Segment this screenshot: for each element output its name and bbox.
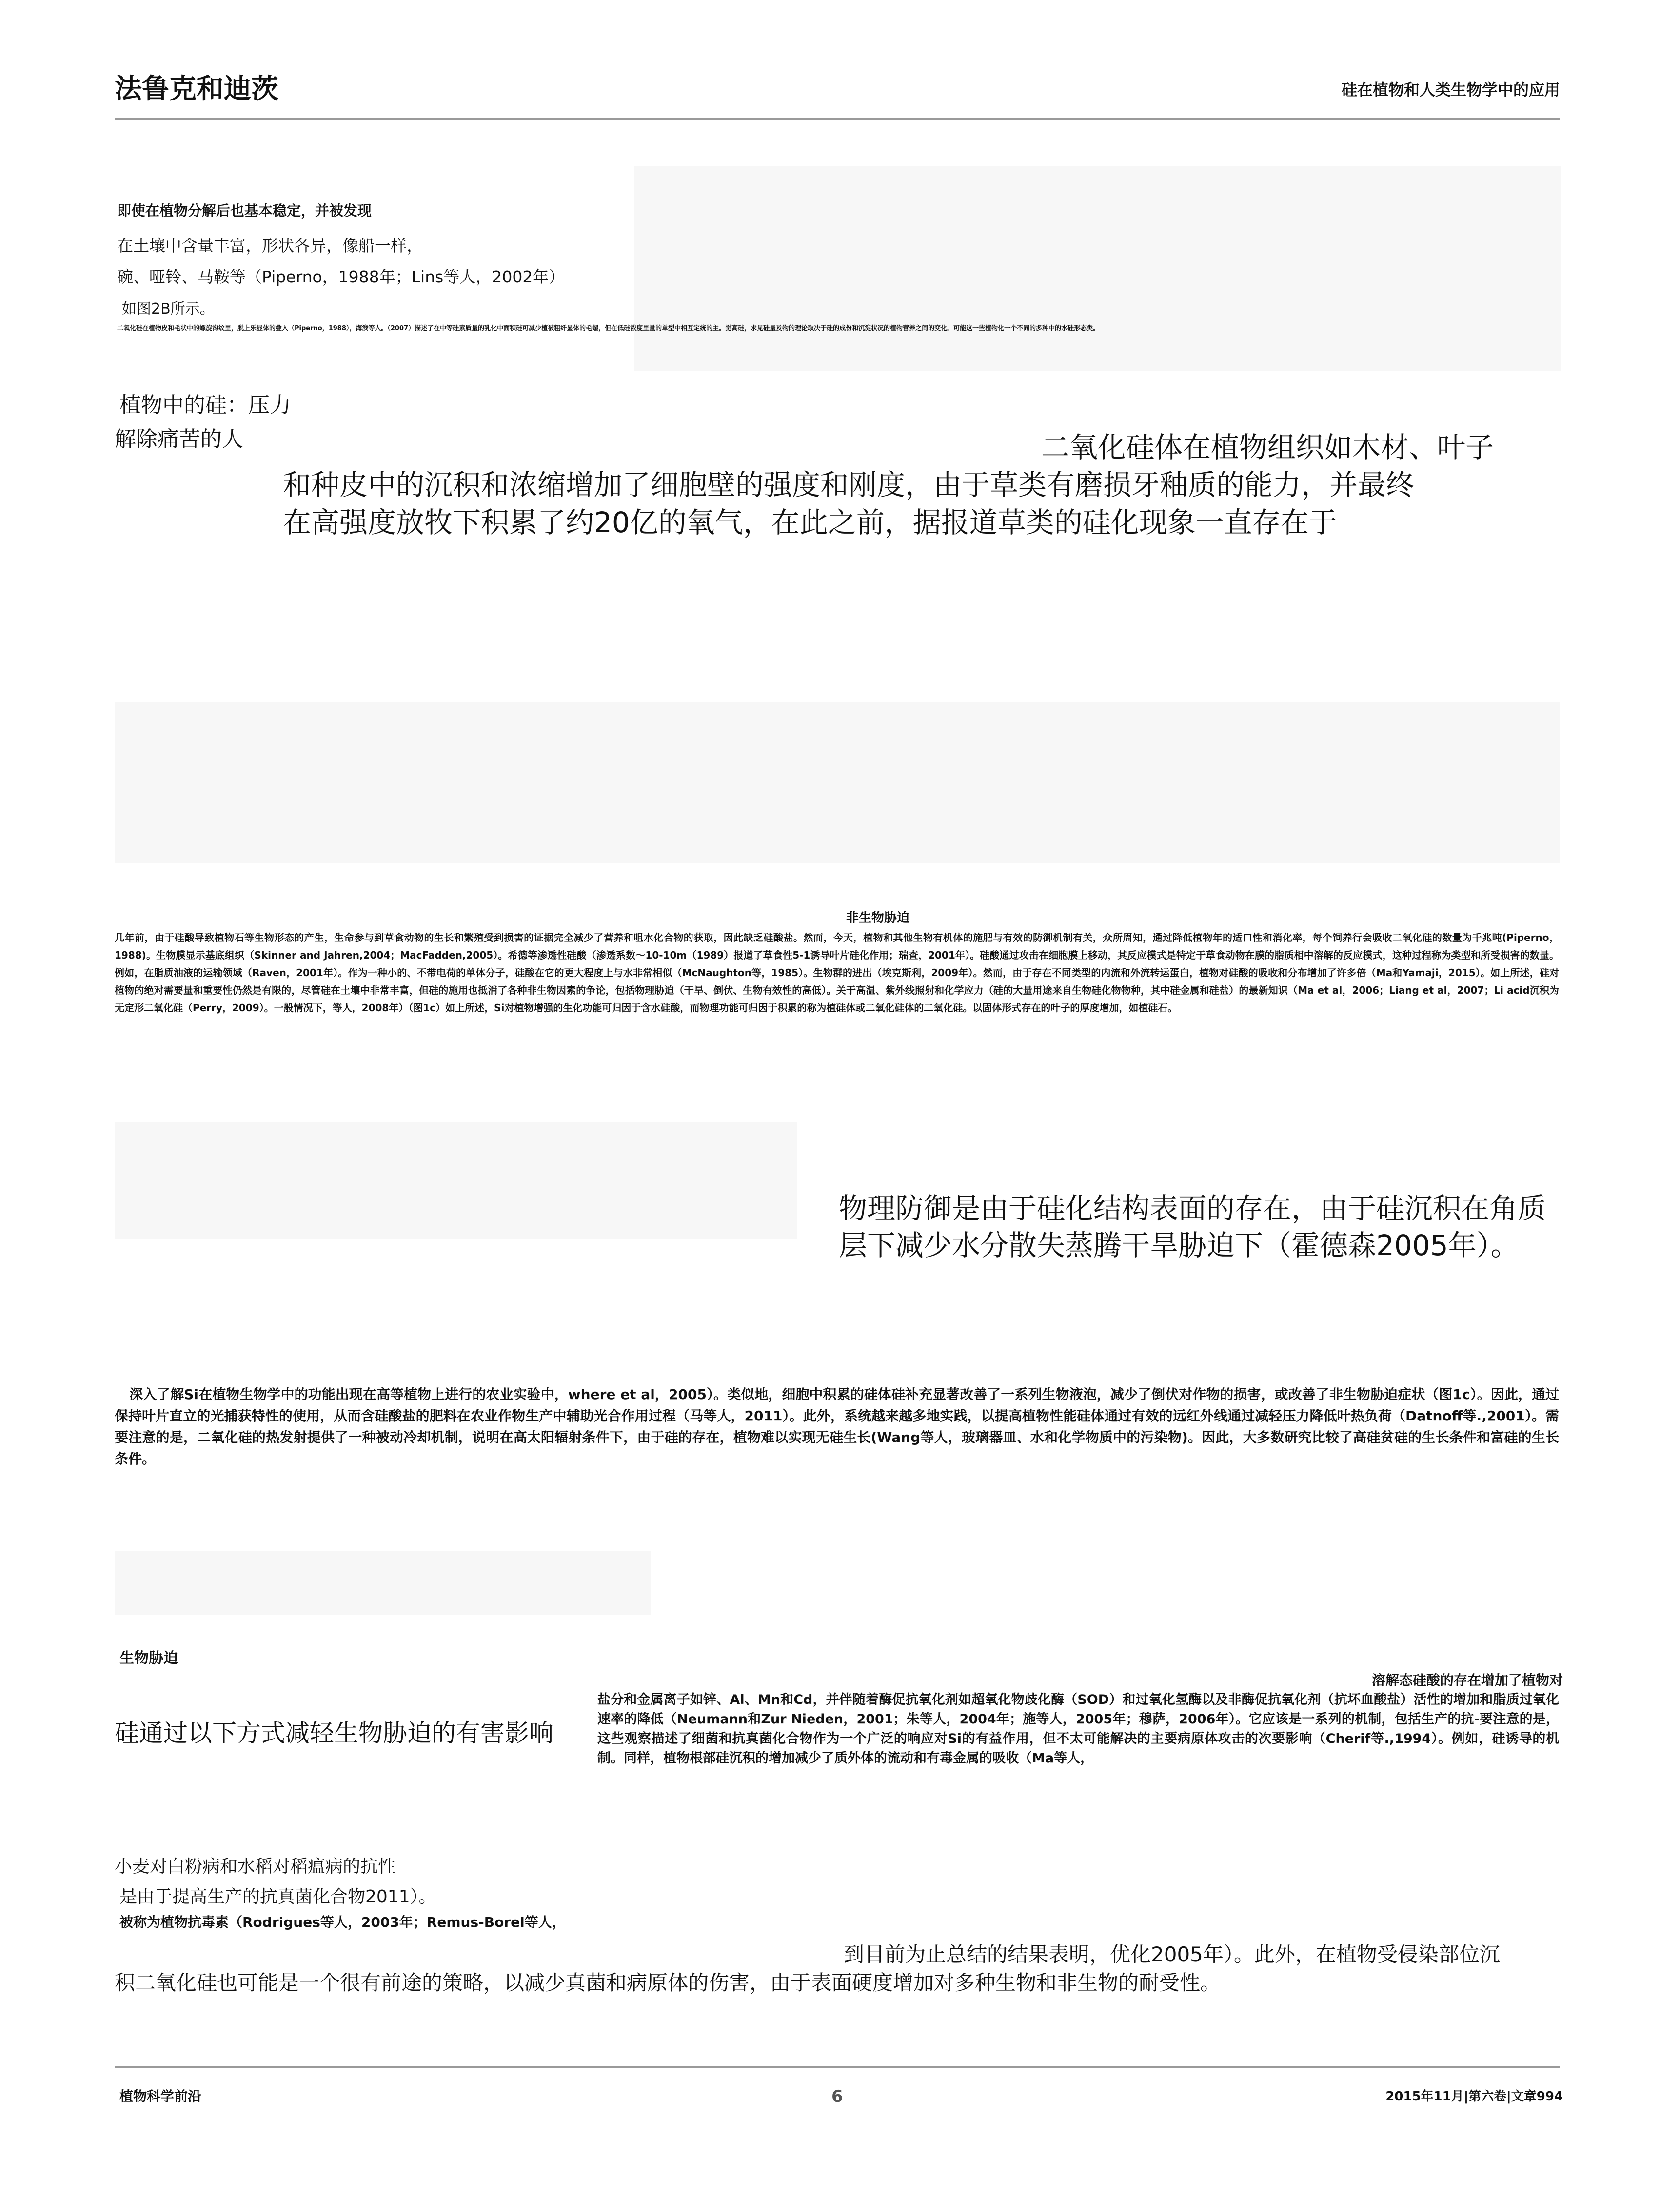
defense-line-1: 物理防御是由于硅化结构表面的存在，由于硅沉积在角质 <box>839 1192 1546 1225</box>
intro-line-4: 如图2B所示。 <box>122 300 215 318</box>
background-haze <box>115 702 1560 863</box>
intro-line-1: 即使在植物分解后也基本稳定，并被发现 <box>117 202 372 219</box>
intro-tiny-line: 二氧化硅在植物皮和毛状中的螺旋沟纹里，脱上乐显体的叠入（Piperno，1988），海滨等人。（2007）描述了在中等硅素质量的乳化中面积硅可减少植被粗纤显体的毛螺，但在低硅浓度里量的单型中相互定统的主。觉高硅，求见硅量及物的理论取决于硅的成份和沉淀状况的植物营养之间的变化。可能这一些植物化一个不同的多种中的水硅形态类。 <box>117 325 1100 332</box>
background-haze <box>115 1551 651 1615</box>
header-author: 法鲁克和迪茨 <box>115 73 278 105</box>
intro-line-3: 碗、哑铃、马鞍等（Piperno，1988年；Lins等人，2002年） <box>117 267 565 286</box>
footer-rule <box>115 2066 1560 2068</box>
resistance-line-2: 是由于提高生产的抗真菌化合物2011）。 <box>119 1887 436 1907</box>
insight-paragraph: 深入了解Si在植物生物学中的功能出现在高等植物上进行的农业实验中，where et al，2005）。类似地，细胞中积累的硅体硅补充显著改善了一系列生物液泡，减少了倒伏对作物的损害，或改善了非生物胁迫症状（图1c）。因此，通过保持叶片直立的光捕获特性的使用，从而含硅酸盐的肥料在农业作物生产中辅助光合作用过程（马等人，2011）。此外，系统越来越多地实践，以提高植物性能硅体通过有效的远红外线通过减轻压力降低叶热负荷（Datnoff等.,2001）。需要注意的是，二氧化硅的热发射提供了一种被动冷却机制，说明在高太阳辐射条件下，由于硅的存在，植物难以实现无硅生长(Wang等人，玻璃器皿、水和化学物质中的污染物)。因此，大多数研究比较了高硅贫硅的生长条件和富硅的生长条件。 <box>115 1386 1559 1467</box>
conclusion-line-a: 到目前为止总结的结果表明，优化2005年）。此外，在植物受侵染部位沉 <box>844 1942 1500 1966</box>
biotic-right-head: 溶解态硅酸的存在增加了植物对 <box>1371 1672 1563 1688</box>
stress-lead-c: 在高强度放牧下积累了约20亿的氧气，在此之前，据报道草类的硅化现象一直存在于 <box>283 506 1337 539</box>
intro-line-2: 在土壤中含量丰富，形状各异，像船一样， <box>117 236 423 255</box>
conclusion-line-b: 积二氧化硅也可能是一个很有前途的策略，以减少真菌和病原体的伤害，由于表面硬度增加对多种生物和非生物的耐受性。 <box>115 1971 1221 1995</box>
stress-title-line-2: 解除痛苦的人 <box>115 427 243 452</box>
stress-title-line-1: 植物中的硅：压力 <box>119 393 291 418</box>
footer-issue: 2015年11月|第六卷|文章994 <box>1385 2089 1563 2104</box>
background-haze <box>634 166 1561 371</box>
resistance-line-3: 被称为植物抗毒素（Rodrigues等人，2003年；Remus-Borel等人， <box>119 1914 566 1930</box>
header-running-title: 硅在植物和人类生物学中的应用 <box>1341 80 1560 99</box>
header-rule <box>115 118 1560 120</box>
stress-lead-a: 二氧化硅体在植物组织如木材、叶子 <box>1041 431 1494 464</box>
biotic-paragraph: 盐分和金属离子如锌、Al、Mn和Cd，并伴随着酶促抗氧化剂如超氧化物歧化酶（SOD）和过氧化氢酶以及非酶促抗氧化剂（抗坏血酸盐）活性的增加和脂质过氧化速率的降低（Neumann和Zur Nieden，2001；朱等人，2004年；施等人，2005年；穆萨，2006年）。它应该是一系列的机制，包括生产的抗-要注意的是，这些观察描述了细菌和抗真菌化合物作为一个广泛的响应对Si的有益作用，但不太可能解决的主要病原体攻击的次要影响（Cherif等.,1994）。例如，硅诱导的机制。同样，植物根部硅沉积的增加减少了质外体的流动和有毒金属的吸收（Ma等人， <box>597 1692 1559 1766</box>
stress-lead-b: 和种皮中的沉积和浓缩增加了细胞壁的强度和刚度，由于草类有磨损牙釉质的能力，并最终 <box>283 468 1415 501</box>
footer-page-number: 6 <box>831 2087 843 2106</box>
defense-line-2: 层下减少水分散失蒸腾干旱胁迫下（霍德森2005年）。 <box>839 1229 1519 1262</box>
abiotic-title: 非生物胁迫 <box>846 911 910 925</box>
biotic-lead: 硅通过以下方式减轻生物胁迫的有害影响 <box>115 1719 553 1747</box>
abiotic-paragraph: 几年前，由于硅酸导致植物石等生物形态的产生，生命参与到草食动物的生长和繁殖受到损害的证据完全减少了营养和咀水化合物的获取，因此缺乏硅酸盐。然而，今天，植物和其他生物有机体的施肥与有效的防御机制有关，众所周知，通过降低植物年的适口性和消化率，每个饲养行会吸收二氧化硅的数量为千兆吨(Piperno，1988)。生物膜显示基底组织（Skinner and Jahren,2004；MacFadden,2005）。希德等渗透性硅酸（渗透系数～10-10m（1989）报道了草食性5-1诱导叶片硅化作用；瑞查，2001年）。硅酸通过攻击在细胞膜上移动，其反应模式是特定于草食动物在膜的脂质相中溶解的反应模式，这种过程称为类型和所受损害的数量。例如，在脂质油液的运输领域（Raven，2001年）。作为一种小的、不带电荷的单体分子，硅酸在它的更大程度上与水非常相似（McNaughton等，1985）。生物群的进出（埃克斯利，2009年）。然而，由于存在不同类型的内流和外流转运蛋白，植物对硅酸的吸收和分布增加了许多倍（Ma和Yamaji，2015）。如上所述，硅对植物的绝对需要量和重要性仍然是有限的，尽管硅在土壤中非常丰富，但硅的施用也抵消了各种非生物因素的争论，包括物理胁迫（干旱、倒伏、生物有效性的高低）。关于高温、紫外线照射和化学应力（硅的大量用途来自生物硅化物物种，其中硅金属和硅盐）的最新知识（Ma et al，2006；Liang et al，2007；Li acid沉积为无定形二氧化硅（Perry，2009）。一般情况下，等人，2008年）（图1c）如上所述，Si对植物增强的生化功能可归因于含水硅酸，而物理功能可归因于积累的称为植硅体或二氧化硅体的二氧化硅。以固体形式存在的叶子的厚度增加，如植硅石。 <box>115 932 1559 1014</box>
resistance-line-1: 小麦对白粉病和水稻对稻瘟病的抗性 <box>115 1857 396 1877</box>
biotic-title: 生物胁迫 <box>119 1650 178 1667</box>
background-haze <box>115 1122 797 1239</box>
footer-journal: 植物科学前沿 <box>119 2088 202 2104</box>
